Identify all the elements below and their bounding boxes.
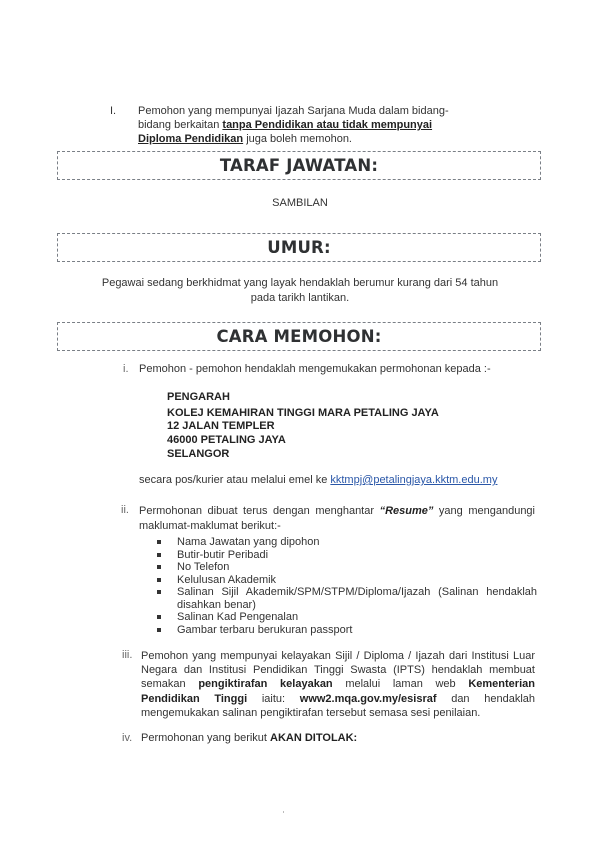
item-iv-marker: iv.: [122, 732, 133, 744]
item-i-text-end: juga boleh memohon.: [243, 132, 352, 145]
umur-text: Pegawai sedang berkhidmat yang layak hendaklah berumur kurang dari 54 tahun pada tarikh lantikan.: [101, 277, 499, 304]
taraf-jawatan-heading: TARAF JAWATAN:: [219, 155, 379, 175]
item-i-marker: I.: [110, 105, 117, 117]
address-line: PENGARAH: [167, 391, 230, 403]
list-item: No Telefon: [157, 561, 537, 574]
cara-memohon-heading-box: [57, 322, 541, 351]
item-ii-text-start: Permohonan dibuat terus dengan menghantar: [139, 505, 380, 517]
cara-memohon-heading: CARA MEMOHON:: [216, 326, 382, 346]
email-link[interactable]: kktmpj@petalingjaya.kktm.edu.my: [330, 474, 498, 486]
rejected-label: AKAN DITOLAK:: [270, 732, 358, 744]
item-i-text: Pemohon yang mempunyai Ijazah Sarjana Muda dalam bidang-bidang berkaitan: [138, 105, 449, 131]
item-i-paragraph: [138, 105, 468, 146]
item-iii-bold-1: pengiktirafan kelayakan: [198, 678, 333, 691]
scan-speck: [283, 811, 284, 813]
resume-emphasis: “Resume”: [379, 505, 434, 517]
list-item: Gambar terbaru berukuran passport: [157, 624, 537, 637]
address-block: [167, 391, 439, 462]
item-iii-text: [141, 649, 535, 720]
item-ii-text-end: yang mengandungi maklumat-maklumat berikut:-: [139, 505, 535, 532]
item-i-roman-text: Pemohon - pemohon hendaklah mengemukakan permohonan kepada :-: [139, 363, 491, 375]
item-ii-marker: ii.: [121, 504, 129, 516]
address-line: 46000 PETALING JAYA: [167, 433, 286, 446]
item-ii-text: [139, 504, 535, 534]
submission-text: secara pos/kurier atau melalui emel ke: [139, 474, 331, 486]
list-item: Salinan Sijil Akademik/SPM/STPM/Diploma/Ijazah (Salinan hendaklah disahkan benar): [157, 586, 537, 611]
item-iv-text: [141, 732, 357, 746]
requirements-list: [157, 536, 537, 636]
submission-method: [139, 474, 497, 488]
list-item: Salinan Kad Pengenalan: [157, 611, 537, 624]
umur-heading-box: [57, 233, 541, 262]
item-iii-marker: iii.: [122, 649, 133, 661]
mqa-url: www2.mqa.gov.my/esisraf: [299, 692, 437, 705]
taraf-jawatan-value: SAMBILAN: [272, 197, 328, 209]
address-line: SELANGOR: [167, 447, 230, 460]
item-iii-bold-2: Kementerian Pendidikan Tinggi: [141, 678, 535, 705]
item-i-roman-marker: i.: [123, 363, 129, 375]
item-iii-text-3: iaitu:: [247, 692, 300, 705]
address-line: 12 JALAN TEMPLER: [167, 419, 275, 432]
item-iii-text-4: dan hendaklah mengemukakan salinan pengiktirafan tersebut semasa sesi penilaian.: [141, 692, 535, 719]
item-iv-text-start: Permohonan yang berikut: [141, 732, 271, 744]
list-item: Kelulusan Akademik: [157, 574, 537, 587]
list-item: Nama Jawatan yang dipohon: [157, 536, 537, 549]
umur-heading: UMUR:: [267, 237, 331, 257]
address-line: KOLEJ KEMAHIRAN TINGGI MARA PETALING JAYA: [167, 406, 439, 419]
item-iii-text-1: Pemohon yang mempunyai kelayakan Sijil / Diploma / Ijazah dari Institusi Luar Negara dan Institusi Pendidikan Tinggi Swasta (IPTS) hendaklah membuat semakan: [141, 650, 535, 691]
list-item: Butir-butir Peribadi: [157, 549, 537, 562]
item-iii-text-2: melalui laman web: [332, 678, 469, 691]
taraf-jawatan-heading-box: [57, 151, 541, 180]
item-i-emphasis: tanpa Pendidikan atau tidak mempunyai Diploma Pendidikan: [138, 118, 433, 145]
